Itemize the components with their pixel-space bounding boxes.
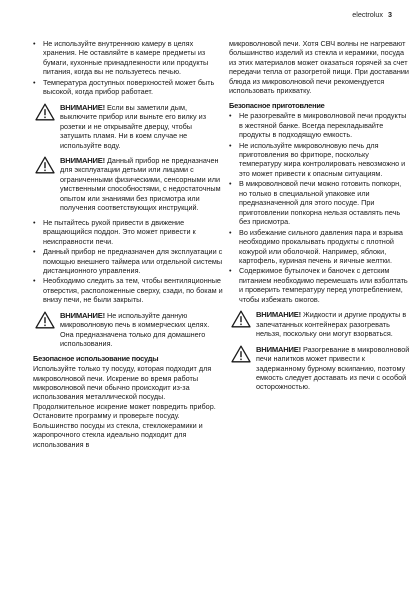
warning-block [33,311,223,349]
warning-triangle-icon [35,311,55,329]
warning-text: Жидкости и другие продукты в запечатанных контейнерах разогревать нельзя, поскольку они могут взорваться. [256,310,407,339]
warning-label: ВНИМАНИЕ! [256,310,301,320]
list-item: • Содержимое бутылочек и баночек с детским питанием необходимо перемешать или взболтать и проверить температуру перед употреблением, чтобы избежать ожогов. [229,266,411,304]
list-item: • Не используйте микроволновую печь для приготовления во фритюре, поскольку температуру жира контролировать невозможно и это может привести к опасным ситуациям. [229,141,411,179]
list-item: • Не пытайтесь рукой привести в движение вращающийся поддон. Это может привести к неисправности печи. [33,218,223,246]
list-item: • Во избежание сильного давления пара и взрыва необходимо прокалывать продукты с плотной кожурой или оболочкой. Например, яблоки, картофель, куриная печень и яичные желтки. [229,228,411,266]
list-item: • Необходимо следить за тем, чтобы вентиляционные отверстия, расположенные сверху, сзади, по бокам и внизу печи, не были закрыты. [33,276,223,304]
warning-block [33,156,223,213]
warning-triangle-icon [231,310,251,328]
left-column [33,39,223,450]
warning-text: Если вы заметили дым, выключите прибор или выньте его вилку из розетки и не открывайте дверцу, чтобы затушить пламя. Ни в коем случае не используйте воду. [60,102,207,150]
right-column [229,39,411,397]
warning-label: ВНИМАНИЕ! [60,310,105,320]
warning-text: Разогревание в микроволновой печи напитков может привести к задержанному бурному вскипанию, поэтому емкость следует доставать из печи с особой осторожностью. [256,344,410,392]
body-paragraph: Используйте только ту посуду, которая подходит для микроволновой печи. Искрение во время работы микроволновой печи обычно происходит из-за использования металлической посуды. Продолжительное искрение может повредить прибор. Остановите программу и проверьте посуду. Большинство посуды из стекла, стеклокерамики и жаропрочного стекла идеально подходит для использования в [33,364,216,449]
page-header [352,10,392,19]
warning-label: ВНИМАНИЕ! [60,155,105,165]
warning-triangle-icon [231,345,251,363]
warning-block [229,310,411,338]
list-item: • Температура доступных поверхностей может быть высокой, когда прибор работает. [33,78,223,97]
warning-text: Не используйте данную микроволновую печь в коммерческих целях. Она предназначена только для домашнего использования. [60,310,210,349]
warning-text: Данный прибор не предназначен для эксплуатации детьми или лицами с ограниченными физическими, сенсорными или умственными способностями, с недостаточным опытом или знаниями без присмотра или получения соответствующих инструкций. [60,155,221,213]
list-item: • Не используйте внутреннюю камеру в целях хранения. Не оставляйте в камере предметы из бумаги, кухонные принадлежности или продукты питания, когда вы не пользуетесь печью. [33,39,223,77]
brand-name: electrolux [352,10,383,19]
list-item: • Не разогревайте в микроволновой печи продукты в жестяной банке. Всегда перекладывайте продукты в подходящую емкость. [229,111,411,139]
warning-label: ВНИМАНИЕ! [256,344,301,354]
page-number: 3 [388,10,392,19]
list-item: • Данный прибор не предназначен для эксплуатации с помощью внешнего таймера или отдельной системы дистанционного управления. [33,247,223,275]
section-heading: Безопасное использование посуды [33,353,159,363]
list-item: • В микроволновой печи можно готовить попкорн, но только в специальной упаковке или предназначенной для этого посуде. При приготовлении попкорна нельзя оставлять печь без присмотра. [229,179,411,226]
warning-block [33,103,223,150]
warning-triangle-icon [35,103,55,121]
warning-block [229,345,411,392]
section-heading: Безопасное приготовление [229,100,325,110]
warning-triangle-icon [35,156,55,174]
warning-label: ВНИМАНИЕ! [60,102,105,112]
body-paragraph: микроволновой печи. Хотя СВЧ волны не нагревают большинство изделий из стекла и керамики, посуда из этих материалов может оказаться горячей за счет передачи тепла от разогретой пищи. При доставании блюда из микроволновой печи рекомендуется использовать прихватку. [229,39,409,96]
